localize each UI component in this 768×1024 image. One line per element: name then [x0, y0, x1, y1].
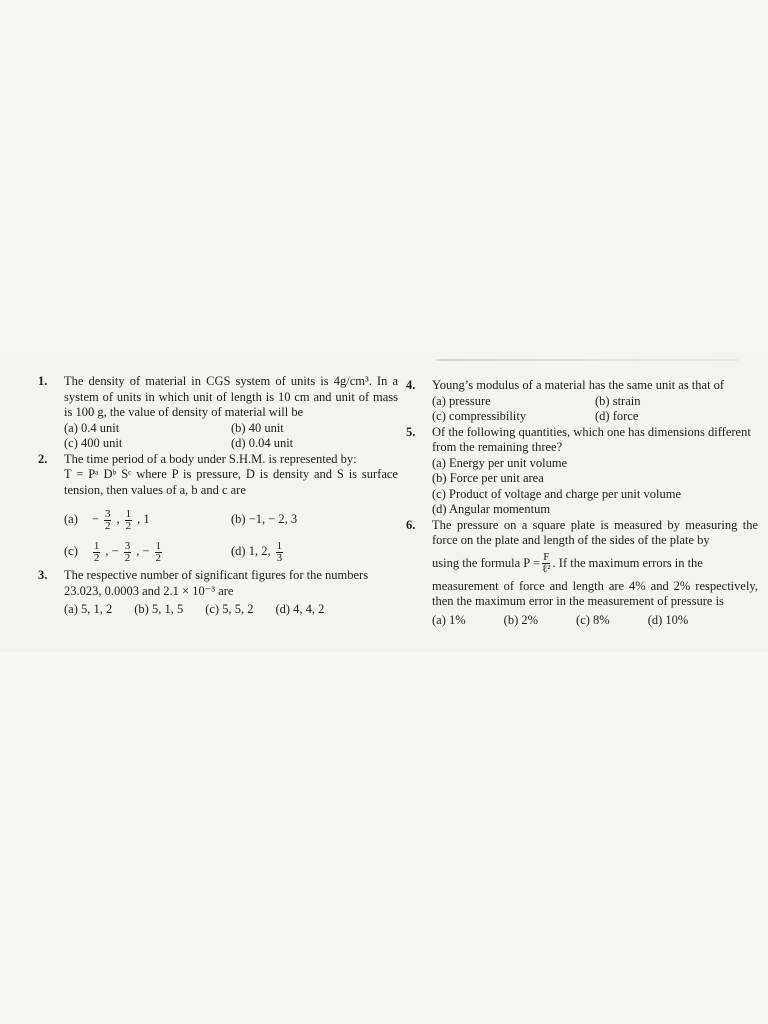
question-4	[406, 378, 758, 425]
option-d: (d) force	[595, 409, 639, 423]
option-b: (b) 40 unit	[231, 420, 284, 435]
option-c: (c) 8%	[576, 612, 610, 627]
option-d: (d) Angular momentum	[432, 502, 551, 516]
question-number: 5.	[406, 424, 416, 439]
option-c: (c) $\frac{1}{2}$ , − $\frac{3}{2}$ , − $\frac{1}{2}$	[64, 539, 161, 564]
option-c: (c) 5, 5, 2	[205, 602, 254, 616]
fraction: $\frac{3}{2}$	[124, 539, 131, 564]
question-1	[38, 374, 398, 452]
option-d: (d) 4, 4, 2	[275, 602, 325, 616]
option-a: (a) Energy per unit volume	[432, 455, 568, 470]
options-row-2	[64, 536, 398, 568]
question-number: 2.	[38, 451, 48, 466]
option-b: (b) −1, − 2, 3	[231, 512, 298, 527]
question-text: The density of material in CGS system of units is 4g/cm³. In a system of units in which unit of length is 10 cm and unit of mass is 100 g, the value of density of material will be	[64, 374, 398, 419]
option-a: (a) 5, 1, 2	[64, 602, 113, 616]
option-d: (d) 0.04 unit	[231, 436, 294, 450]
question-text-cont: T = Pᵃ Dᵇ Sᶜ where P is pressure, D is density and S is surface tension, then values of a, b and c are	[64, 467, 398, 497]
question-3	[38, 568, 398, 618]
option-a: (a) − $\frac{3}{2}$ , $\frac{1}{2}$ , 1	[64, 507, 150, 532]
options	[64, 421, 398, 452]
question-text: Of the following quantities, which one has dimensions different from the remaining three?	[432, 424, 751, 454]
question-number: 4.	[406, 378, 416, 392]
fraction: $\frac{1}{2}$	[125, 507, 132, 532]
options	[432, 394, 758, 425]
option-b: (b) strain	[595, 393, 641, 408]
option-b: (b) 2%	[503, 612, 539, 627]
question-2	[38, 452, 398, 569]
option-c: (c) compressibility	[432, 409, 527, 423]
option-a: (a) 1%	[432, 612, 466, 627]
option-a: (a) pressure	[432, 393, 491, 408]
question-number: 6.	[406, 517, 416, 532]
option-b: (b) 5, 1, 5	[134, 602, 184, 616]
fraction: $\frac{1}{2}$	[155, 539, 161, 564]
options-row-1	[64, 504, 398, 536]
option-a: (a) 0.4 unit	[64, 420, 120, 435]
options	[64, 602, 398, 618]
question-6	[406, 518, 758, 629]
left-column	[38, 374, 398, 618]
question-text: The respective number of significant figures for the numbers 23.023, 0.0003 and 2.1 × 10⁻³ are	[64, 568, 369, 598]
fraction: $\frac{1}{2}$	[93, 539, 100, 564]
question-text-cont: measurement of force and length are 4% and 2% respectively, then the maximum error in the measurement of pressure is	[432, 578, 758, 608]
question-text: Young’s modulus of a material has the same unit as that of	[432, 378, 725, 392]
question-number: 3.	[38, 568, 48, 582]
formula-line: using the formula P = $\frac{F}{\text{ℓ²}}$ . If the maximum errors in the	[432, 551, 703, 575]
question-number: 1.	[38, 374, 48, 388]
option-d: (d) 10%	[647, 612, 689, 627]
header-rule	[436, 359, 738, 361]
option-c: (c) 400 unit	[64, 436, 123, 450]
option-d: (d) 1, 2, $\frac{1}{3}$	[231, 539, 283, 564]
right-column	[406, 378, 758, 628]
formula-fraction: $\frac{F}{\text{ℓ²}}$	[541, 551, 551, 575]
fraction: $\frac{3}{2}$	[104, 507, 111, 532]
option-b: (b) Force per unit area	[432, 471, 544, 485]
options	[432, 613, 758, 629]
question-text: The pressure on a square plate is measured by measuring the force on the plate and length of the sides of the plate by	[432, 517, 758, 547]
question-text: The time period of a body under S.H.M. is represented by:	[64, 451, 357, 466]
question-5	[406, 425, 758, 518]
option-c: (c) Product of voltage and charge per unit volume	[432, 486, 681, 501]
fraction: $\frac{1}{3}$	[276, 539, 283, 564]
